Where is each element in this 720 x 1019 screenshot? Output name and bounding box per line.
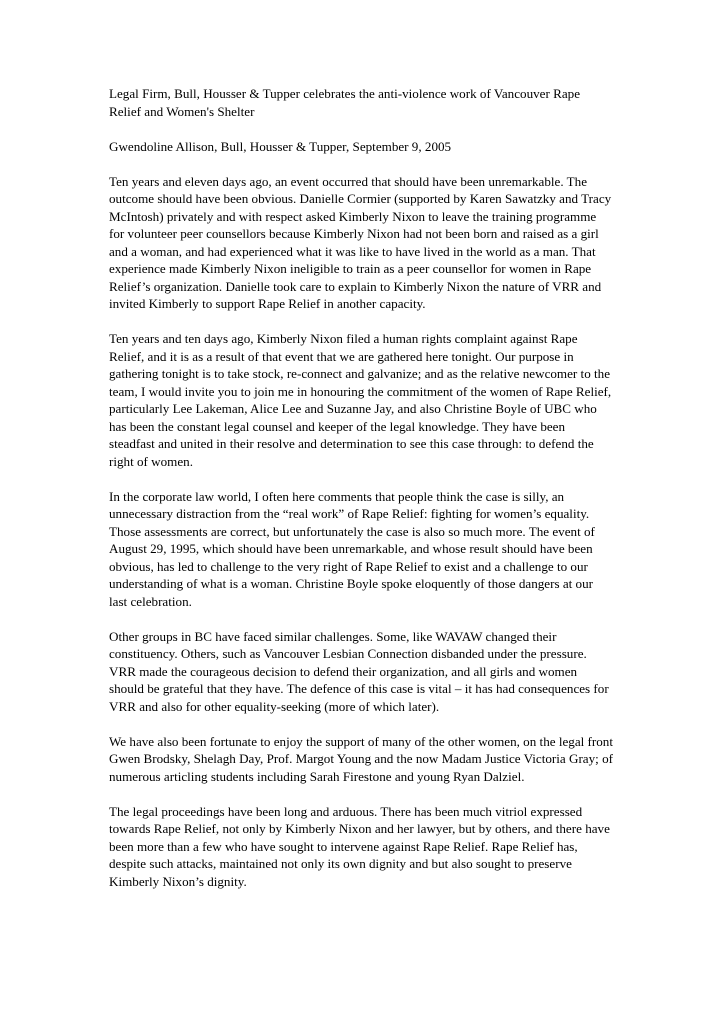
document-title: Legal Firm, Bull, Housser & Tupper celebrates the anti-violence work of Vancouver Rape Relief and Women's Shelter bbox=[109, 86, 581, 119]
document-byline: Gwendoline Allison, Bull, Housser & Tupper, September 9, 2005 bbox=[109, 138, 452, 154]
document-body bbox=[109, 85, 614, 908]
paragraph-1: Ten years and eleven days ago, an event occurred that should have been unremarkable. The outcome should have been obvious. Danielle Cormier (supported by Karen Sawatzky and Tracy McIntosh) privately and with respect asked Kimberly Nixon to leave the training programme for volunteer peer counsellors because Kimberly Nixon had not been born and raised as a girl and a woman, and had experienced what it was like to have lived in the world as a man. That experience made Kimberly Nixon ineligible to train as a peer counsellor for women in Rape Relief’s organization. Danielle took care to explain to Kimberly Nixon the nature of VRR and invited Kimberly to support Rape Relief in another capacity. bbox=[109, 173, 612, 311]
paragraph-3: In the corporate law world, I often here comments that people think the case is silly, an unnecessary distraction from the “real work” of Rape Relief: fighting for women’s equality. Those assessments are correct, but unfortunately the case is also so much more. The event of August 29, 1995, which should have been unremarkable, and whose result should have been obvious, has led to challenge to the very right of Rape Relief to exist and a challenge to our understanding of what is a woman. Christine Boyle spoke eloquently of those dangers at our last celebration. bbox=[109, 488, 595, 609]
paragraph-6: The legal proceedings have been long and arduous. There has been much vitriol expressed towards Rape Relief, not only by Kimberly Nixon and her lawyer, but by others, and there have been more than a few who have sought to intervene against Rape Relief. Rape Relief has, despite such attacks, maintained not only its own dignity and but also sought to preserve Kimberly Nixon’s dignity. bbox=[109, 803, 610, 889]
paragraph-4: Other groups in BC have faced similar challenges. Some, like WAVAW changed their constituency. Others, such as Vancouver Lesbian Connection disbanded under the pressure. VRR made the courageous decision to defend their organization, and all girls and women should be grateful that they have. The defence of this case is vital – it has had consequences for VRR and also for other equality-seeking (more of which later). bbox=[109, 628, 609, 714]
paragraph-2: Ten years and ten days ago, Kimberly Nixon filed a human rights complaint against Rape Relief, and it is as a result of that event that we are gathered here tonight. Our purpose in gathering tonight is to take stock, re-connect and galvanize; and as the relative newcomer to the team, I would invite you to join me in honouring the commitment of the women of Rape Relief, particularly Lee Lakeman, Alice Lee and Suzanne Jay, and also Christine Boyle of UBC who has been the constant legal counsel and keeper of the legal knowledge. They have been steadfast and united in their resolve and determination to see this case through: to defend the right of women. bbox=[109, 331, 612, 469]
paragraph-5: We have also been fortunate to enjoy the support of many of the other women, on the legal front Gwen Brodsky, Shelagh Day, Prof. Margot Young and the now Madam Justice Victoria Gray; of numerous articling students including Sarah Firestone and young Ryan Dalziel. bbox=[109, 733, 613, 784]
